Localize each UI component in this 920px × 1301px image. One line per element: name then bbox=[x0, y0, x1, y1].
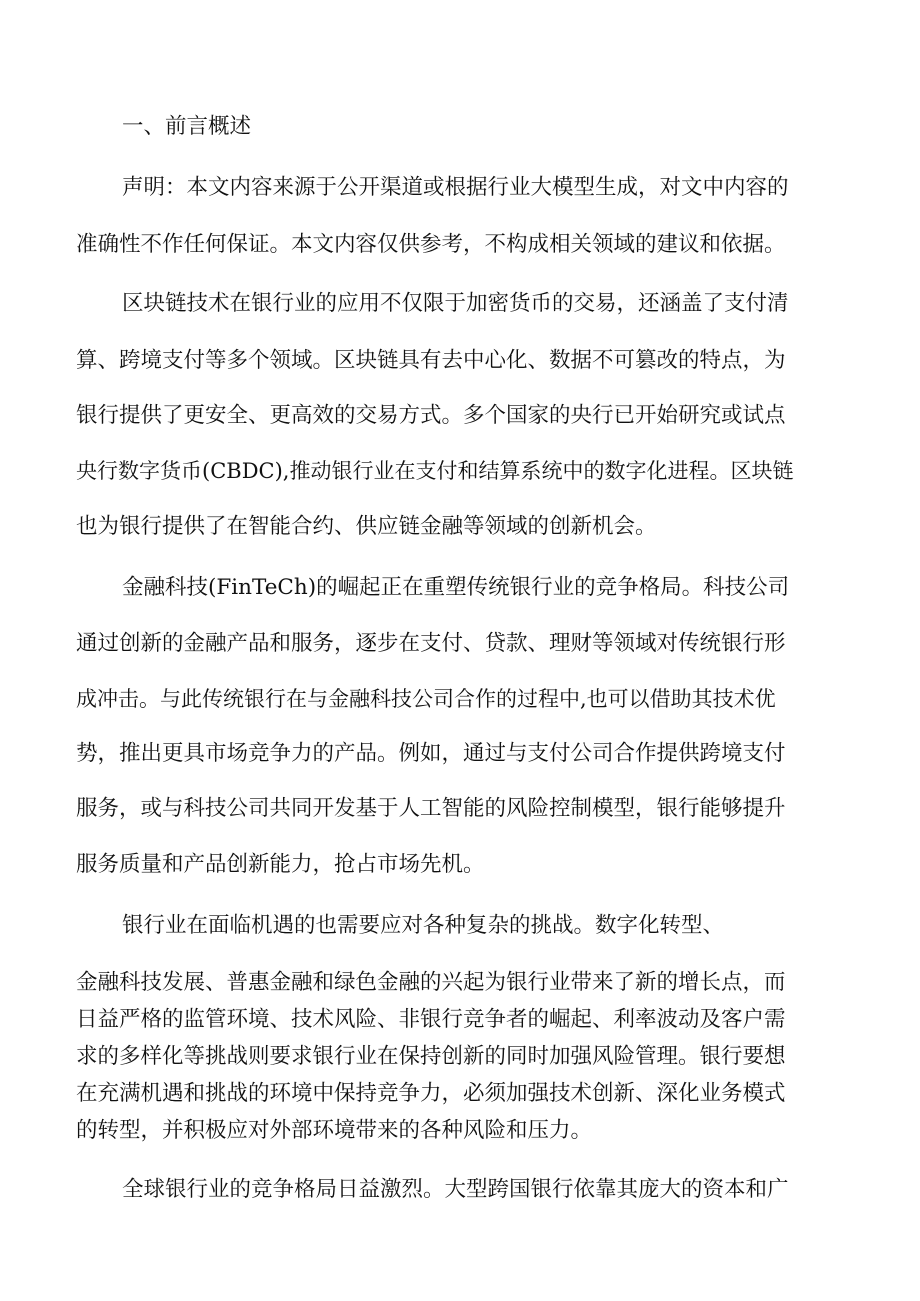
paragraph-line: 成冲击。与此传统银行在与金融科技公司合作的过程中,也可以借助其技术优 bbox=[76, 687, 776, 711]
paragraph-line: 的转型，并积极应对外部环境带来的各种风险和压力。 bbox=[76, 1118, 593, 1143]
paragraph-line: 日益严格的监管环境、技术风险、非银行竞争者的崛起、利率波动及客户需 bbox=[76, 1007, 786, 1032]
paragraph-line: 服务，或与科技公司共同开发基于人工智能的风险控制模型，银行能够提升 bbox=[76, 796, 786, 821]
paragraph-line: 银行业在面临机遇的也需要应对各种复杂的挑战。数字化转型、 bbox=[122, 913, 725, 938]
paragraph-line: 在充满机遇和挑战的环境中保持竞争力，必须加强技术创新、深化业务模式 bbox=[76, 1081, 786, 1106]
paragraph-line: 金融科技发展、普惠金融和绿色金融的兴起为银行业带来了新的增长点，而 bbox=[76, 970, 786, 995]
paragraph-line: 通过创新的金融产品和服务，逐步在支付、贷款、理财等领域对传统银行形 bbox=[76, 631, 786, 656]
paragraph-line: 央行数字货币(CBDC),推动银行业在支付和结算系统中的数字化进程。区块链 bbox=[76, 459, 794, 483]
paragraph-line: 全球银行业的竞争格局日益激烈。大型跨国银行依靠其庞大的资本和广 bbox=[122, 1177, 789, 1202]
paragraph-line: 势，推出更具市场竞争力的产品。例如，通过与支付公司合作提供跨境支付 bbox=[76, 741, 786, 766]
disclaimer-line: 准确性不作任何保证。本文内容仅供参考，不构成相关领域的建议和依据。 bbox=[76, 232, 786, 257]
paragraph-line: 求的多样化等挑战则要求银行业在保持创新的同时加强风险管理。银行要想 bbox=[76, 1044, 786, 1069]
section-heading: 一、前言概述 bbox=[122, 114, 252, 139]
paragraph-line: 也为银行提供了在智能合约、供应链金融等领域的创新机会。 bbox=[76, 514, 657, 539]
paragraph-line: 金融科技(FinTeCh)的崛起正在重塑传统银行业的竞争格局。科技公司 bbox=[122, 575, 790, 600]
paragraph-line: 区块链技术在银行业的应用不仅限于加密货币的交易，还涵盖了支付清 bbox=[122, 291, 789, 316]
paragraph-line: 服务质量和产品创新能力，抢占市场先机。 bbox=[76, 852, 485, 877]
disclaimer-line: 声明：本文内容来源于公开渠道或根据行业大模型生成，对文中内容的 bbox=[122, 175, 789, 200]
paragraph-line: 银行提供了更安全、更高效的交易方式。多个国家的央行已开始研究或试点 bbox=[76, 403, 786, 428]
paragraph-line: 算、跨境支付等多个领域。区块链具有去中心化、数据不可篡改的特点，为 bbox=[76, 348, 786, 373]
